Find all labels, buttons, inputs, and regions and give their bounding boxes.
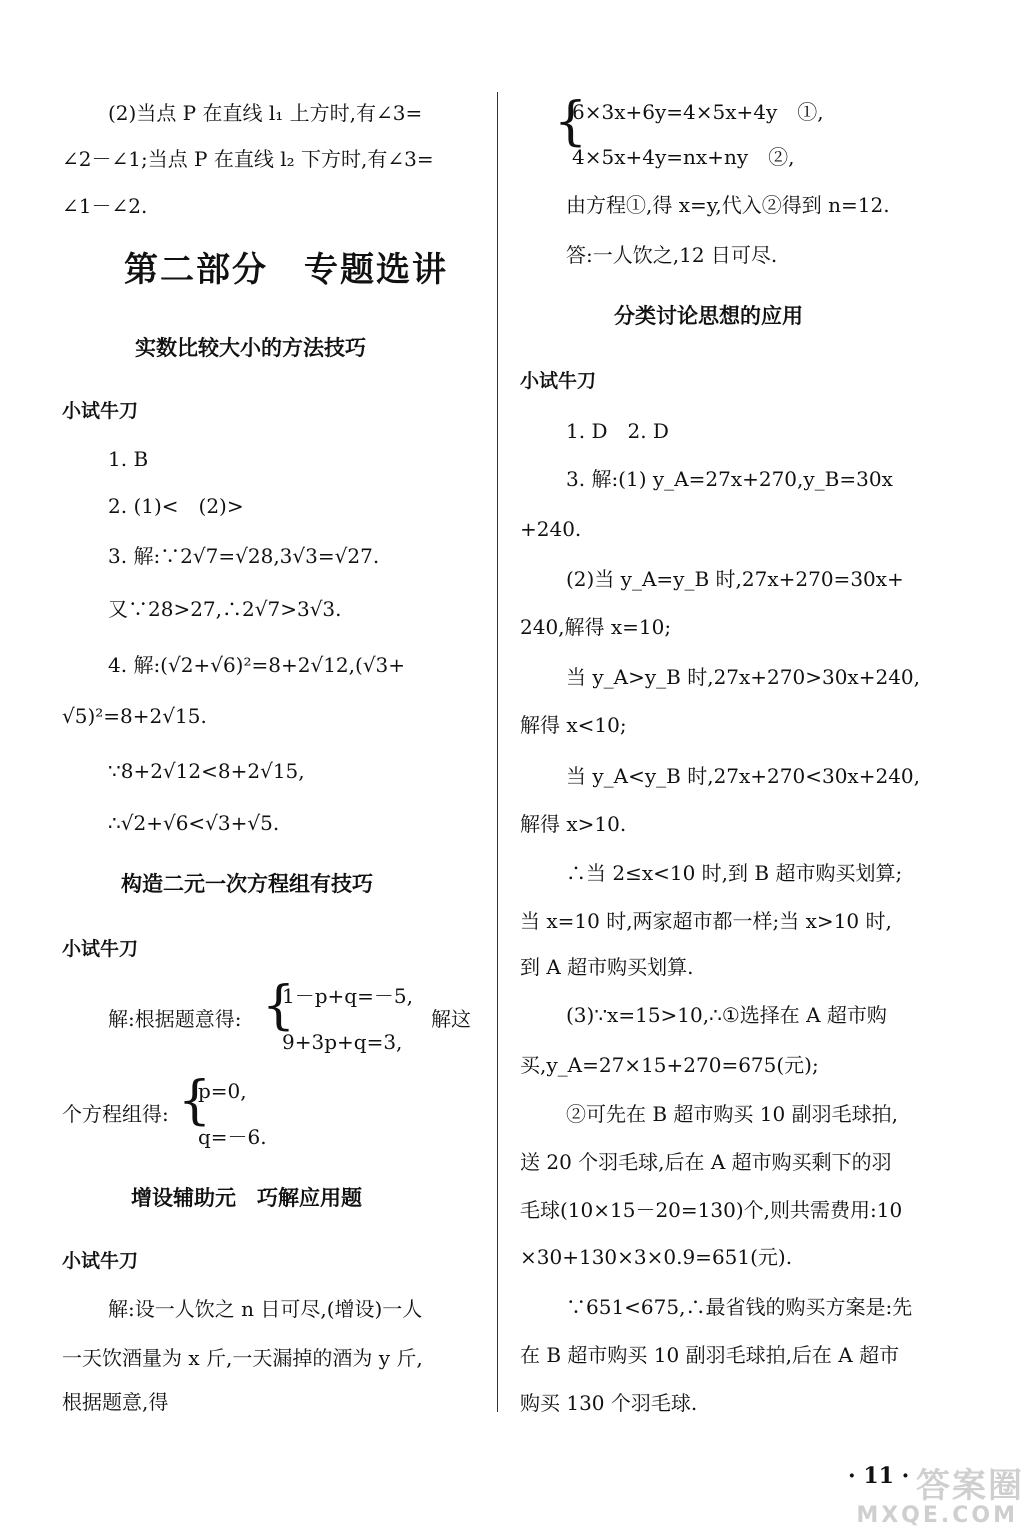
answer-line: 个方程组得: bbox=[62, 1102, 169, 1126]
answer-line: (2)当 y_A=y_B 时,27x+270=30x+ bbox=[566, 567, 904, 591]
answer-line: 当 y_A>y_B 时,27x+270>30x+240, bbox=[566, 665, 921, 689]
answer-line: 解得 x<10; bbox=[520, 713, 627, 737]
column-divider bbox=[497, 92, 498, 1412]
answer-line: 又∵28>27,∴2√7>3√3. bbox=[108, 597, 342, 621]
equation: 1－p+q=－5, bbox=[282, 984, 413, 1008]
answer-line: 当 x=10 时,两家超市都一样;当 x>10 时, bbox=[520, 909, 892, 933]
equation: 9+3p+q=3, bbox=[282, 1030, 403, 1054]
brace: { bbox=[262, 976, 296, 1036]
section-subtitle: 小试牛刀 bbox=[520, 370, 597, 392]
answer-line: ∠1－∠2. bbox=[62, 194, 148, 218]
answer-line: 1. D 2. D bbox=[566, 419, 669, 443]
answer-line: 3. 解:(1) y_A=27x+270,y_B=30x bbox=[566, 467, 893, 491]
answer-line: 3. 解:∵2√7=√28,3√3=√27. bbox=[108, 544, 380, 568]
answer-line: 240,解得 x=10; bbox=[520, 615, 672, 639]
answer-line: ∴当 2≤x<10 时,到 B 超市购买划算; bbox=[566, 861, 903, 885]
answer-line: ②可先在 B 超市购买 10 副羽毛球拍, bbox=[566, 1102, 898, 1126]
answer-line: 送 20 个羽毛球,后在 A 超市购买剩下的羽 bbox=[520, 1150, 892, 1174]
answer-line: 到 A 超市购买划算. bbox=[520, 955, 694, 979]
watermark-url: MXQE.COM bbox=[856, 1503, 1018, 1528]
answer-line: 买,y_A=27×15+270=675(元); bbox=[520, 1053, 819, 1077]
answer-line: 解得 x>10. bbox=[520, 812, 627, 836]
answer-line: 1. B bbox=[108, 447, 149, 471]
answer-line: ∠2－∠1;当点 P 在直线 l₂ 下方时,有∠3= bbox=[62, 147, 434, 171]
answer-line: 毛球(10×15－20=130)个,则共需费用:10 bbox=[520, 1198, 903, 1222]
brace: { bbox=[554, 92, 588, 152]
answer-line: 在 B 超市购买 10 副羽毛球拍,后在 A 超市 bbox=[520, 1343, 900, 1367]
equation: p=0, bbox=[198, 1079, 247, 1103]
section-title: 增设辅助元 巧解应用题 bbox=[131, 1185, 362, 1210]
answer-line: (2)当点 P 在直线 l₁ 上方时,有∠3= bbox=[108, 101, 423, 125]
answer-line: ∵651<675,∴最省钱的购买方案是:先 bbox=[566, 1295, 913, 1319]
answer-line: ∴√2+√6<√3+√5. bbox=[108, 811, 280, 835]
answer-line: √5)²=8+2√15. bbox=[62, 704, 207, 728]
answer-line: 购买 130 个羽毛球. bbox=[520, 1391, 698, 1415]
answer-line: +240. bbox=[520, 517, 582, 541]
answer-line: 解这 bbox=[431, 1007, 471, 1031]
answer-line: (3)∵x=15>10,∴①选择在 A 超市购 bbox=[566, 1003, 887, 1027]
equation: 6×3x+6y=4×5x+4y ①, bbox=[572, 100, 824, 124]
section-subtitle: 小试牛刀 bbox=[62, 400, 139, 422]
answer-line: 解:设一人饮之 n 日可尽,(增设)一人 bbox=[108, 1297, 423, 1321]
watermark-logo bbox=[856, 1458, 1024, 1528]
section-title: 构造二元一次方程组有技巧 bbox=[121, 871, 373, 896]
answer-line: ×30+130×3×0.9=651(元). bbox=[520, 1245, 793, 1269]
answer-line: 解:根据题意得: bbox=[108, 1007, 242, 1031]
section-title: 分类讨论思想的应用 bbox=[614, 303, 803, 328]
answer-line: 2. (1)< (2)> bbox=[108, 494, 244, 518]
brace: { bbox=[178, 1071, 212, 1131]
answer-line: 当 y_A<y_B 时,27x+270<30x+240, bbox=[566, 764, 921, 788]
answer-line: 4. 解:(√2+√6)²=8+2√12,(√3+ bbox=[108, 653, 406, 677]
answer-line: 由方程①,得 x=y,代入②得到 n=12. bbox=[566, 193, 890, 217]
page-number: · 11 · bbox=[848, 1463, 910, 1489]
section-subtitle: 小试牛刀 bbox=[62, 938, 139, 960]
answer-line: 一天饮酒量为 x 斤,一天漏掉的酒为 y 斤, bbox=[62, 1346, 423, 1370]
equation: 4×5x+4y=nx+ny ②, bbox=[572, 145, 795, 169]
watermark-text: 答案圈 bbox=[916, 1466, 1024, 1506]
answer-line: ∵8+2√12<8+2√15, bbox=[108, 759, 305, 783]
part-title: 第二部分 专题选讲 bbox=[124, 250, 448, 290]
section-subtitle: 小试牛刀 bbox=[62, 1250, 139, 1272]
equation: q=－6. bbox=[198, 1125, 267, 1149]
answer-line: 根据题意,得 bbox=[62, 1390, 169, 1414]
section-title: 实数比较大小的方法技巧 bbox=[135, 335, 366, 360]
answer-line: 答:一人饮之,12 日可尽. bbox=[566, 243, 778, 267]
